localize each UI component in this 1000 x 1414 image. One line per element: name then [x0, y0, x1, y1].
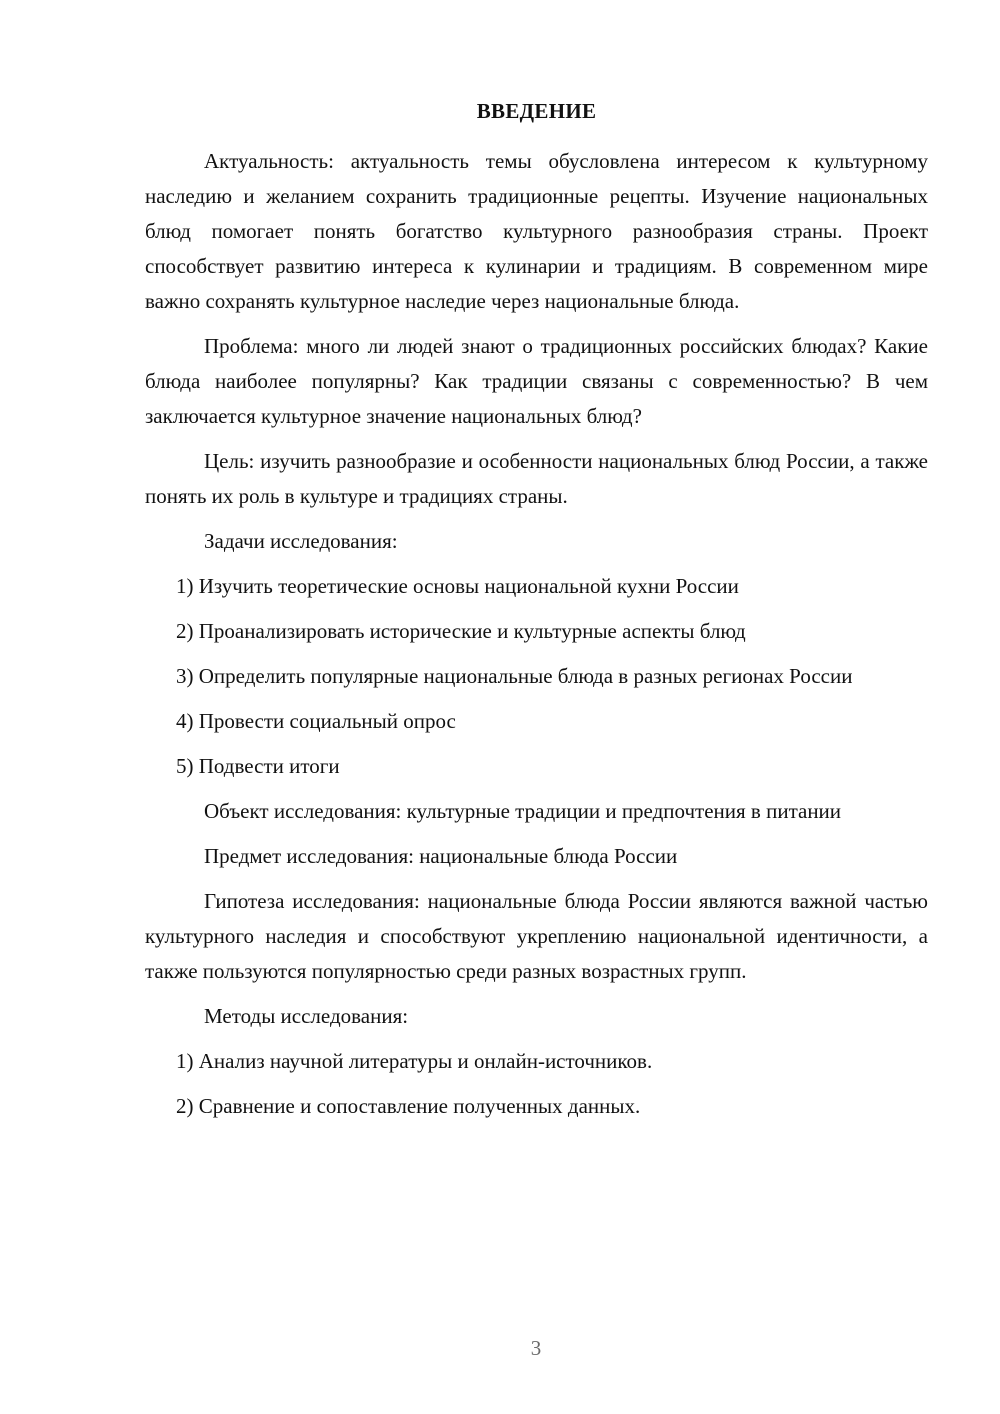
methods-list	[145, 1044, 928, 1124]
method-item: 1) Анализ научной литературы и онлайн-источников.	[176, 1049, 653, 1073]
object-paragraph: Объект исследования: культурные традиции и предпочтения в питании	[204, 799, 842, 823]
goal-paragraph: Цель: изучить разнообразие и особенности национальных блюд России, а также понять их роль в культуре и традициях страны.	[145, 449, 928, 508]
subject-paragraph: Предмет исследования: национальные блюда России	[204, 844, 678, 868]
problem-paragraph: Проблема: много ли людей знают о традиционных российских блюдах? Какие блюда наиболее популярны? Как традиции связаны с современностью? В чем заключается культурное значение национальных блюд?	[145, 334, 928, 428]
tasks-list	[145, 569, 928, 784]
hypothesis-paragraph: Гипотеза исследования: национальные блюда России являются важной частью культурного наследия и способствуют укреплению национальной идентичности, а также пользуются популярностью среди разных возрастных групп.	[145, 889, 928, 983]
methods-heading: Методы исследования:	[204, 1004, 409, 1028]
task-item: 2) Проанализировать исторические и культурные аспекты блюд	[176, 619, 746, 643]
task-item: 4) Провести социальный опрос	[176, 709, 456, 733]
task-item: 1) Изучить теоретические основы национальной кухни России	[176, 574, 739, 598]
task-item: 3) Определить популярные национальные блюда в разных регионах России	[176, 664, 853, 688]
page-content	[145, 96, 928, 1134]
page-number: 3	[530, 1336, 542, 1360]
page-title: ВВЕДЕНИЕ	[476, 99, 597, 123]
relevance-paragraph: Актуальность: актуальность темы обусловлена интересом к культурному наследию и желанием сохранить традиционные рецепты. Изучение национальных блюд помогает понять богатство культурного разнообразия страны. Проект способствует развитию интереса к кулинарии и традициям. В современном мире важно сохранять культурное наследие через национальные блюда.	[145, 149, 928, 313]
task-item: 5) Подвести итоги	[176, 754, 340, 778]
tasks-heading: Задачи исследования:	[204, 529, 398, 553]
method-item: 2) Сравнение и сопоставление полученных данных.	[176, 1094, 641, 1118]
